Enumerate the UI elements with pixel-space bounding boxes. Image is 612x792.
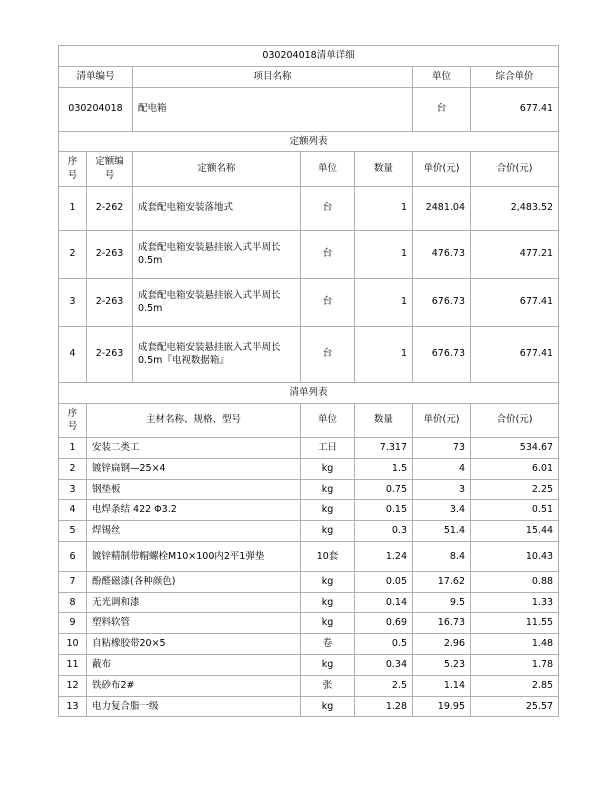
detail-table xyxy=(58,45,559,717)
summary-name: 配电箱 xyxy=(133,87,413,131)
material-unit: 张 xyxy=(301,675,355,696)
quota-unit: 台 xyxy=(301,186,355,230)
material-unit: kg xyxy=(301,571,355,592)
material-header-total: 合价(元) xyxy=(471,403,559,438)
quota-total: 677.41 xyxy=(471,326,559,382)
quota-header-row xyxy=(59,152,559,187)
material-name: 铁砂布2# xyxy=(87,675,301,696)
table-row xyxy=(59,613,559,634)
material-name: 电力复合脂一级 xyxy=(87,696,301,717)
material-qty: 0.15 xyxy=(355,500,413,521)
material-section-title: 清单列表 xyxy=(59,382,559,403)
summary-header-unit: 单位 xyxy=(413,66,471,87)
material-price: 8.4 xyxy=(413,541,471,571)
material-qty: 0.69 xyxy=(355,613,413,634)
material-price: 5.23 xyxy=(413,655,471,676)
table-row xyxy=(59,230,559,278)
material-name: 镀锌扁钢—25×4 xyxy=(87,458,301,479)
table-row xyxy=(59,278,559,326)
material-name: 焊锡丝 xyxy=(87,521,301,542)
material-total: 10.43 xyxy=(471,541,559,571)
material-name: 安装二类工 xyxy=(87,438,301,459)
material-total: 2.25 xyxy=(471,479,559,500)
summary-row xyxy=(59,87,559,131)
quota-no: 2 xyxy=(59,230,87,278)
material-unit: kg xyxy=(301,613,355,634)
quota-total: 2,483.52 xyxy=(471,186,559,230)
material-unit: kg xyxy=(301,521,355,542)
summary-price: 677.41 xyxy=(471,87,559,131)
table-row xyxy=(59,675,559,696)
material-total: 1.48 xyxy=(471,634,559,655)
material-name: 蔽布 xyxy=(87,655,301,676)
material-qty: 0.75 xyxy=(355,479,413,500)
material-qty: 0.3 xyxy=(355,521,413,542)
quota-code: 2-263 xyxy=(87,326,133,382)
quota-name: 成套配电箱安装悬挂嵌入式半周长0.5m xyxy=(133,278,301,326)
quota-unit: 台 xyxy=(301,326,355,382)
table-row xyxy=(59,500,559,521)
quota-no: 4 xyxy=(59,326,87,382)
material-section-title-row xyxy=(59,382,559,403)
document-page xyxy=(58,45,558,717)
quota-price: 2481.04 xyxy=(413,186,471,230)
material-name: 塑料软管 xyxy=(87,613,301,634)
material-total: 0.88 xyxy=(471,571,559,592)
quota-no: 3 xyxy=(59,278,87,326)
table-row xyxy=(59,541,559,571)
material-qty: 0.05 xyxy=(355,571,413,592)
quota-no: 1 xyxy=(59,186,87,230)
material-name: 酚醛磁漆(各种颜色) xyxy=(87,571,301,592)
quota-qty: 1 xyxy=(355,326,413,382)
quota-code: 2-263 xyxy=(87,230,133,278)
summary-unit: 台 xyxy=(413,87,471,131)
material-no: 2 xyxy=(59,458,87,479)
quota-header-unit: 单位 xyxy=(301,152,355,187)
material-price: 2.96 xyxy=(413,634,471,655)
material-total: 25.57 xyxy=(471,696,559,717)
material-price: 3 xyxy=(413,479,471,500)
material-price: 19.95 xyxy=(413,696,471,717)
material-price: 73 xyxy=(413,438,471,459)
material-name: 自粘橡胶带20×5 xyxy=(87,634,301,655)
material-no: 10 xyxy=(59,634,87,655)
quota-header-code: 定额编号 xyxy=(87,152,133,187)
material-name: 无光调和漆 xyxy=(87,592,301,613)
material-header-qty: 数量 xyxy=(355,403,413,438)
material-header-name: 主材名称、规格、型号 xyxy=(87,403,301,438)
quota-qty: 1 xyxy=(355,186,413,230)
quota-name: 成套配电箱安装悬挂嵌入式半周长0.5m xyxy=(133,230,301,278)
material-total: 534.67 xyxy=(471,438,559,459)
quota-header-no: 序号 xyxy=(59,152,87,187)
table-row xyxy=(59,326,559,382)
material-name: 电焊条结 422 Φ3.2 xyxy=(87,500,301,521)
table-row xyxy=(59,186,559,230)
quota-unit: 台 xyxy=(301,230,355,278)
material-total: 11.55 xyxy=(471,613,559,634)
material-unit: 10套 xyxy=(301,541,355,571)
material-name: 钢垫板 xyxy=(87,479,301,500)
material-qty: 2.5 xyxy=(355,675,413,696)
material-price: 16.73 xyxy=(413,613,471,634)
material-no: 1 xyxy=(59,438,87,459)
summary-header-price: 综合单价 xyxy=(471,66,559,87)
material-price: 17.62 xyxy=(413,571,471,592)
quota-section-title-row xyxy=(59,131,559,152)
quota-header-total: 合价(元) xyxy=(471,152,559,187)
material-unit: kg xyxy=(301,479,355,500)
material-total: 15.44 xyxy=(471,521,559,542)
summary-header-name: 项目名称 xyxy=(133,66,413,87)
quota-price: 676.73 xyxy=(413,278,471,326)
table-row xyxy=(59,655,559,676)
quota-header-price: 单价(元) xyxy=(413,152,471,187)
material-name: 镀锌精制带帽螺栓M10×100内2平1弹垫 xyxy=(87,541,301,571)
material-price: 1.14 xyxy=(413,675,471,696)
quota-total: 677.41 xyxy=(471,278,559,326)
material-no: 9 xyxy=(59,613,87,634)
quota-qty: 1 xyxy=(355,278,413,326)
quota-code: 2-263 xyxy=(87,278,133,326)
material-header-price: 单价(元) xyxy=(413,403,471,438)
material-qty: 1.24 xyxy=(355,541,413,571)
table-row xyxy=(59,458,559,479)
quota-section-title: 定额列表 xyxy=(59,131,559,152)
material-unit: kg xyxy=(301,592,355,613)
summary-header-code: 清单编号 xyxy=(59,66,133,87)
table-row xyxy=(59,571,559,592)
material-unit: 卷 xyxy=(301,634,355,655)
quota-qty: 1 xyxy=(355,230,413,278)
quota-unit: 台 xyxy=(301,278,355,326)
material-no: 13 xyxy=(59,696,87,717)
material-total: 1.33 xyxy=(471,592,559,613)
quota-code: 2-262 xyxy=(87,186,133,230)
quota-price: 476.73 xyxy=(413,230,471,278)
quota-header-name: 定额名称 xyxy=(133,152,301,187)
material-no: 3 xyxy=(59,479,87,500)
material-total: 1.78 xyxy=(471,655,559,676)
material-qty: 7.317 xyxy=(355,438,413,459)
material-header-row xyxy=(59,403,559,438)
quota-header-qty: 数量 xyxy=(355,152,413,187)
material-price: 4 xyxy=(413,458,471,479)
table-row xyxy=(59,438,559,459)
material-header-no: 序号 xyxy=(59,403,87,438)
summary-header-row xyxy=(59,66,559,87)
document-title-row xyxy=(59,46,559,67)
material-total: 6.01 xyxy=(471,458,559,479)
material-no: 11 xyxy=(59,655,87,676)
material-header-unit: 单位 xyxy=(301,403,355,438)
material-no: 7 xyxy=(59,571,87,592)
material-price: 3.4 xyxy=(413,500,471,521)
material-price: 51.4 xyxy=(413,521,471,542)
table-row xyxy=(59,521,559,542)
material-no: 5 xyxy=(59,521,87,542)
material-no: 8 xyxy=(59,592,87,613)
quota-total: 477.21 xyxy=(471,230,559,278)
table-row xyxy=(59,592,559,613)
material-qty: 0.14 xyxy=(355,592,413,613)
summary-code: 030204018 xyxy=(59,87,133,131)
quota-name: 成套配电箱安装落地式 xyxy=(133,186,301,230)
material-unit: kg xyxy=(301,500,355,521)
table-row xyxy=(59,634,559,655)
material-total: 2.85 xyxy=(471,675,559,696)
material-no: 6 xyxy=(59,541,87,571)
table-row xyxy=(59,479,559,500)
material-unit: kg xyxy=(301,458,355,479)
material-unit: 工日 xyxy=(301,438,355,459)
quota-price: 676.73 xyxy=(413,326,471,382)
material-qty: 1.28 xyxy=(355,696,413,717)
table-row xyxy=(59,696,559,717)
material-price: 9.5 xyxy=(413,592,471,613)
material-total: 0.51 xyxy=(471,500,559,521)
material-qty: 1.5 xyxy=(355,458,413,479)
page-title: 030204018清单详细 xyxy=(59,46,559,67)
quota-name: 成套配电箱安装悬挂嵌入式半周长0.5m『电视数据箱』 xyxy=(133,326,301,382)
material-no: 12 xyxy=(59,675,87,696)
material-unit: kg xyxy=(301,696,355,717)
material-unit: kg xyxy=(301,655,355,676)
material-qty: 0.34 xyxy=(355,655,413,676)
material-qty: 0.5 xyxy=(355,634,413,655)
material-no: 4 xyxy=(59,500,87,521)
